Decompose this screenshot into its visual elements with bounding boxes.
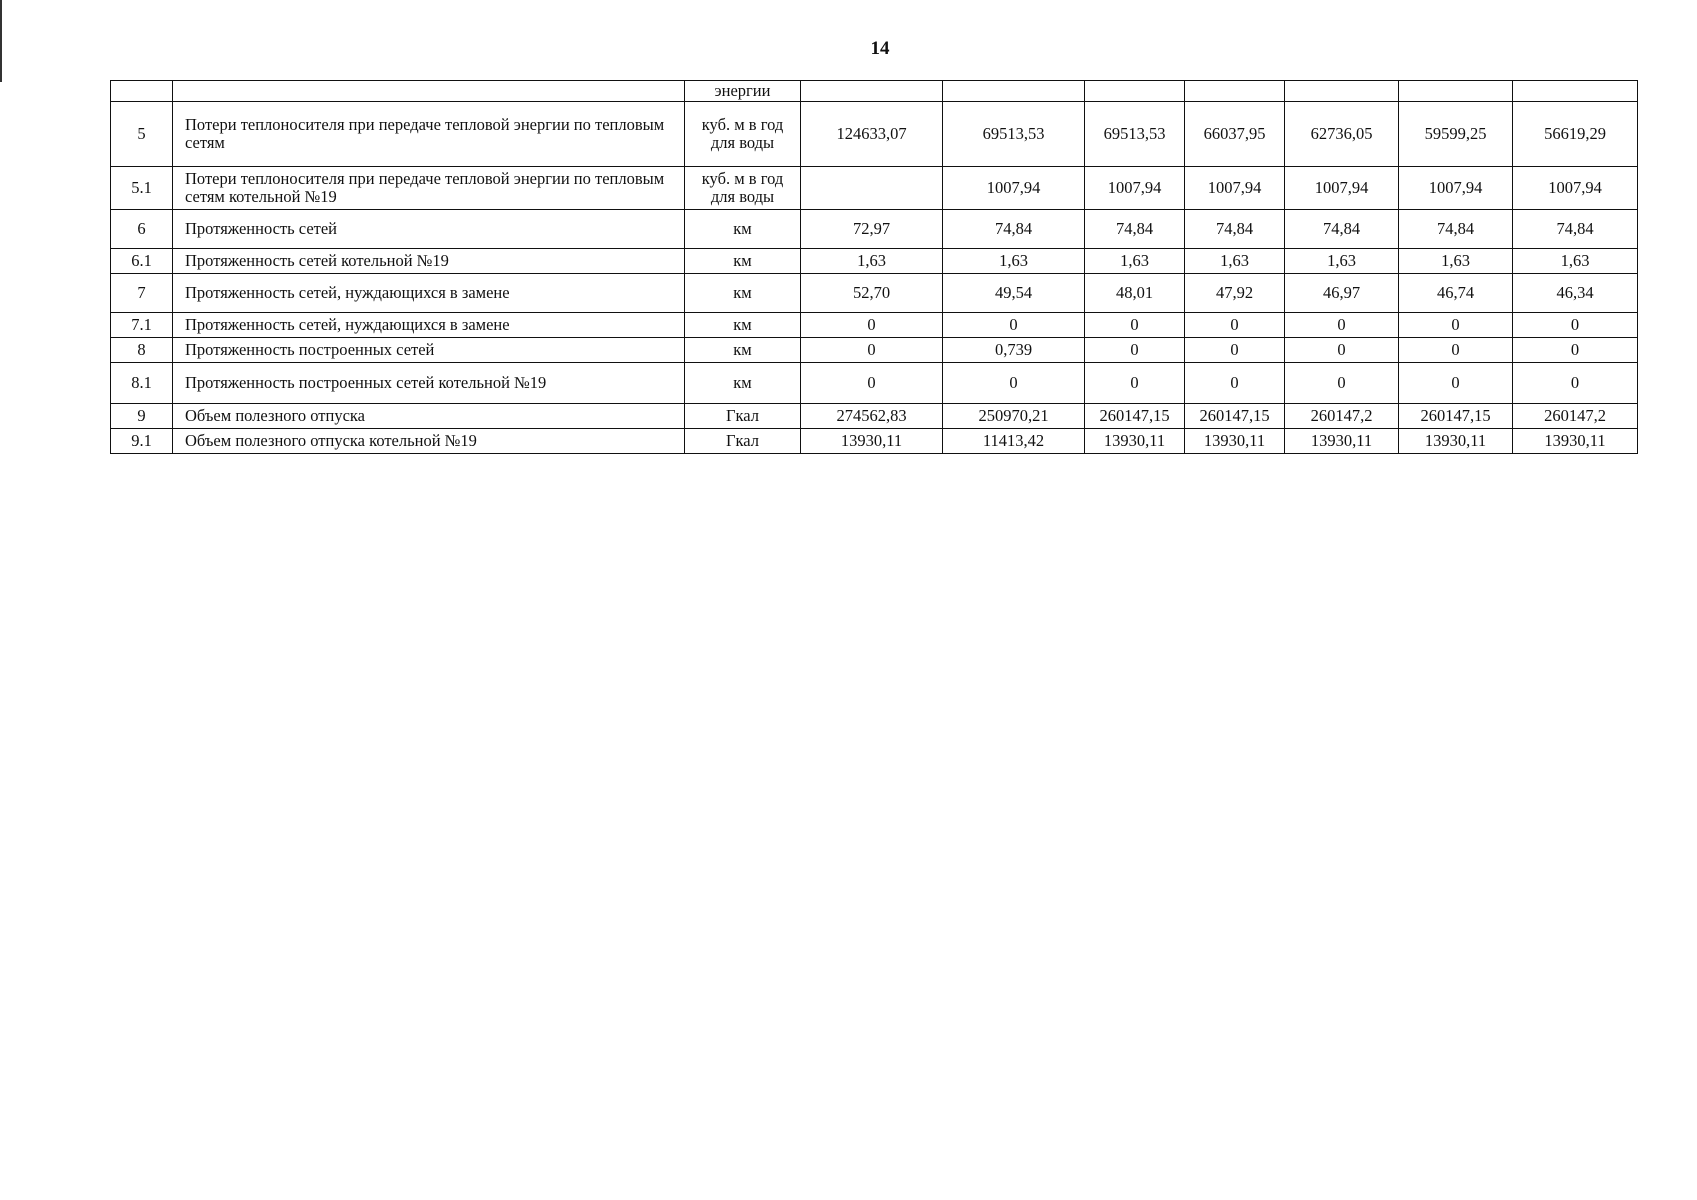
cell-unit: км [685, 363, 801, 404]
cell-value: 0 [1185, 338, 1285, 363]
table-row [111, 274, 1638, 313]
cell-name: Потери теплоносителя при передаче тепловой энергии по тепловым сетям [173, 102, 685, 167]
cell-unit: км [685, 210, 801, 249]
cell-value: 56619,29 [1513, 102, 1638, 167]
cell-value: 13930,11 [1185, 429, 1285, 454]
cell-name: Объем полезного отпуска котельной №19 [173, 429, 685, 454]
cell-value: 1007,94 [1085, 167, 1185, 210]
cell-value: 13930,11 [1285, 429, 1399, 454]
cell-value: 69513,53 [943, 102, 1085, 167]
cell-value [1285, 81, 1399, 102]
cell-value: 66037,95 [1185, 102, 1285, 167]
cell-value: 74,84 [1285, 210, 1399, 249]
cell-value: 74,84 [1513, 210, 1638, 249]
cell-value: 0 [1085, 363, 1185, 404]
table-row [111, 338, 1638, 363]
cell-value [1085, 81, 1185, 102]
cell-value: 13930,11 [1513, 429, 1638, 454]
cell-value: 74,84 [1399, 210, 1513, 249]
cell-value: 13930,11 [801, 429, 943, 454]
cell-unit: км [685, 313, 801, 338]
cell-value: 11413,42 [943, 429, 1085, 454]
cell-value: 0 [801, 338, 943, 363]
cell-value [1185, 81, 1285, 102]
cell-name [173, 81, 685, 102]
cell-value: 69513,53 [1085, 102, 1185, 167]
cell-name: Потери теплоносителя при передаче тепловой энергии по тепловым сетям котельной №19 [173, 167, 685, 210]
cell-value: 1,63 [1285, 249, 1399, 274]
cell-name: Протяженность сетей, нуждающихся в замене [173, 274, 685, 313]
cell-num: 8 [111, 338, 173, 363]
cell-value: 74,84 [1185, 210, 1285, 249]
cell-value: 0 [943, 363, 1085, 404]
cell-value: 74,84 [1085, 210, 1185, 249]
cell-num: 6.1 [111, 249, 173, 274]
cell-unit: км [685, 274, 801, 313]
cell-num: 9 [111, 404, 173, 429]
cell-value [1513, 81, 1638, 102]
table-row-continuation [111, 81, 1638, 102]
cell-value: 0 [1185, 313, 1285, 338]
cell-value: 0 [1285, 363, 1399, 404]
cell-value: 0 [1085, 313, 1185, 338]
cell-name: Протяженность сетей [173, 210, 685, 249]
cell-value: 62736,05 [1285, 102, 1399, 167]
cell-num: 5 [111, 102, 173, 167]
cell-value: 52,70 [801, 274, 943, 313]
cell-value: 74,84 [943, 210, 1085, 249]
cell-value: 1007,94 [1285, 167, 1399, 210]
cell-value: 1007,94 [1399, 167, 1513, 210]
cell-unit: куб. м в год для воды [685, 167, 801, 210]
cell-unit: энергии [685, 81, 801, 102]
cell-num [111, 81, 173, 102]
cell-value: 260147,2 [1513, 404, 1638, 429]
cell-value: 0 [943, 313, 1085, 338]
cell-name: Протяженность построенных сетей котельной №19 [173, 363, 685, 404]
cell-value: 47,92 [1185, 274, 1285, 313]
cell-value: 260147,15 [1085, 404, 1185, 429]
cell-name: Объем полезного отпуска [173, 404, 685, 429]
cell-value: 0 [1285, 338, 1399, 363]
cell-value: 250970,21 [943, 404, 1085, 429]
cell-value: 1007,94 [943, 167, 1085, 210]
cell-value: 0 [801, 363, 943, 404]
cell-value: 1007,94 [1513, 167, 1638, 210]
table-row [111, 404, 1638, 429]
cell-value: 46,34 [1513, 274, 1638, 313]
cell-num: 5.1 [111, 167, 173, 210]
table-row [111, 363, 1638, 404]
cell-unit: Гкал [685, 429, 801, 454]
cell-name: Протяженность сетей, нуждающихся в замене [173, 313, 685, 338]
table-row [111, 210, 1638, 249]
cell-value: 0 [801, 313, 943, 338]
cell-value [801, 81, 943, 102]
cell-num: 7.1 [111, 313, 173, 338]
cell-value: 46,74 [1399, 274, 1513, 313]
cell-num: 7 [111, 274, 173, 313]
page-number: 14 [870, 38, 890, 59]
cell-value: 0 [1085, 338, 1185, 363]
cell-unit: Гкал [685, 404, 801, 429]
cell-value: 1,63 [801, 249, 943, 274]
cell-value: 0 [1513, 363, 1638, 404]
cell-value [1399, 81, 1513, 102]
cell-name: Протяженность сетей котельной №19 [173, 249, 685, 274]
cell-value: 260147,15 [1399, 404, 1513, 429]
cell-value: 1,63 [1185, 249, 1285, 274]
cell-value: 0 [1513, 338, 1638, 363]
indicators-table [110, 80, 1638, 454]
cell-value: 274562,83 [801, 404, 943, 429]
cell-num: 6 [111, 210, 173, 249]
cell-value: 59599,25 [1399, 102, 1513, 167]
table-row [111, 429, 1638, 454]
table-row [111, 102, 1638, 167]
cell-value: 0 [1399, 313, 1513, 338]
cell-num: 9.1 [111, 429, 173, 454]
cell-value: 1,63 [1399, 249, 1513, 274]
cell-unit: куб. м в год для воды [685, 102, 801, 167]
cell-value: 1,63 [1085, 249, 1185, 274]
cell-value: 13930,11 [1399, 429, 1513, 454]
cell-value: 0 [1285, 313, 1399, 338]
cell-value: 0,739 [943, 338, 1085, 363]
table-row [111, 313, 1638, 338]
cell-unit: км [685, 249, 801, 274]
cell-value: 0 [1513, 313, 1638, 338]
table-row [111, 249, 1638, 274]
cell-unit: км [685, 338, 801, 363]
cell-value: 0 [1399, 363, 1513, 404]
cell-value: 260147,15 [1185, 404, 1285, 429]
table-row [111, 167, 1638, 210]
cell-value: 13930,11 [1085, 429, 1185, 454]
cell-value: 1,63 [943, 249, 1085, 274]
cell-num: 8.1 [111, 363, 173, 404]
cell-name: Протяженность построенных сетей [173, 338, 685, 363]
cell-value: 72,97 [801, 210, 943, 249]
cell-value: 0 [1185, 363, 1285, 404]
cell-value: 48,01 [1085, 274, 1185, 313]
cell-value: 260147,2 [1285, 404, 1399, 429]
cell-value: 1,63 [1513, 249, 1638, 274]
cell-value [943, 81, 1085, 102]
cell-value: 49,54 [943, 274, 1085, 313]
cell-value: 1007,94 [1185, 167, 1285, 210]
cell-value: 46,97 [1285, 274, 1399, 313]
cell-value [801, 167, 943, 210]
cell-value: 0 [1399, 338, 1513, 363]
cell-value: 124633,07 [801, 102, 943, 167]
